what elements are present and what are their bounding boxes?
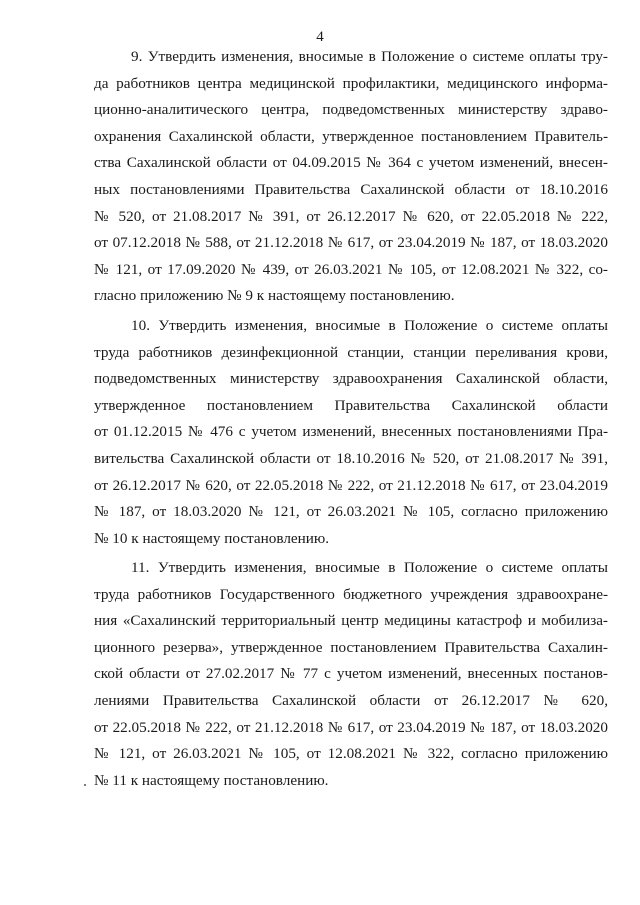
text-line: от 01.12.2015 № 476 с учетом изменений, внесенных постановлениями Пра- xyxy=(94,423,608,441)
paragraph-item-11 xyxy=(94,555,608,794)
text-line: ства Сахалинской области от 04.09.2015 № 364 с учетом изменений, внесен- xyxy=(94,154,608,172)
text-line: № 11 к настоящему постановлению. xyxy=(94,771,329,789)
text-line: гласно приложению № 9 к настоящему постановлению. xyxy=(94,287,455,305)
text-line: утвержденное постановлением Правительства Сахалинской области xyxy=(94,396,608,414)
text-line: охранения Сахалинской области, утвержденное постановлением Правитель- xyxy=(94,127,608,145)
text-line: подведомственных министерству здравоохранения Сахалинской области, xyxy=(94,370,608,388)
scan-speck xyxy=(84,784,86,786)
text-line: от 07.12.2018 № 588, от 21.12.2018 № 617, от 23.04.2019 № 187, от 18.03.2020 xyxy=(94,234,608,252)
text-line: № 121, от 26.03.2021 № 105, от 12.08.2021 № 322, согласно приложению xyxy=(94,745,608,763)
text-line: лениями Правительства Сахалинской области от 26.12.2017 № 620, xyxy=(94,691,608,709)
text-line: 10. Утвердить изменения, вносимые в Положение о системе оплаты xyxy=(131,317,608,334)
text-line: от 22.05.2018 № 222, от 21.12.2018 № 617, от 23.04.2019 № 187, от 18.03.2020 xyxy=(94,718,608,736)
paragraph-item-10 xyxy=(94,313,608,552)
text-line: труда работников Государственного бюджетного учреждения здравоохране- xyxy=(94,585,608,603)
text-line: от 26.12.2017 № 620, от 22.05.2018 № 222, от 21.12.2018 № 617, от 23.04.2019 xyxy=(94,476,608,494)
text-line: ской области от 27.02.2017 № 77 с учетом изменений, внесенных постанов- xyxy=(94,665,608,683)
text-line: да работников центра медицинской профилактики, медицинского информа- xyxy=(94,74,608,92)
paragraph-item-9 xyxy=(94,44,608,310)
text-line: 9. Утвердить изменения, вносимые в Положение о системе оплаты тру- xyxy=(131,48,608,65)
text-line: вительства Сахалинской области от 18.10.2016 № 520, от 21.08.2017 № 391, xyxy=(94,449,608,467)
text-line: № 10 к настоящему постановлению. xyxy=(94,529,330,547)
text-line: ных постановлениями Правительства Сахалинской области от 18.10.2016 xyxy=(94,180,608,198)
page-number: 4 xyxy=(316,29,324,45)
text-line: 11. Утвердить изменения, вносимые в Положение о системе оплаты xyxy=(131,559,608,576)
text-line: № 121, от 17.09.2020 № 439, от 26.03.2021 № 105, от 12.08.2021 № 322, со- xyxy=(94,260,608,278)
text-line: труда работников дезинфекционной станции, станции переливания крови, xyxy=(94,343,608,361)
text-line: № 187, от 18.03.2020 № 121, от 26.03.2021 № 105, согласно приложению xyxy=(94,503,608,521)
text-line: ния «Сахалинский территориальный центр медицины катастроф и мобилиза- xyxy=(94,612,608,630)
text-line: ционно-аналитического центра, подведомственных министерству здраво- xyxy=(94,101,608,119)
text-line: № 520, от 21.08.2017 № 391, от 26.12.2017 № 620, от 22.05.2018 № 222, xyxy=(94,207,608,225)
text-line: ционного резерва», утвержденное постановлением Правительства Сахалин- xyxy=(94,638,608,656)
